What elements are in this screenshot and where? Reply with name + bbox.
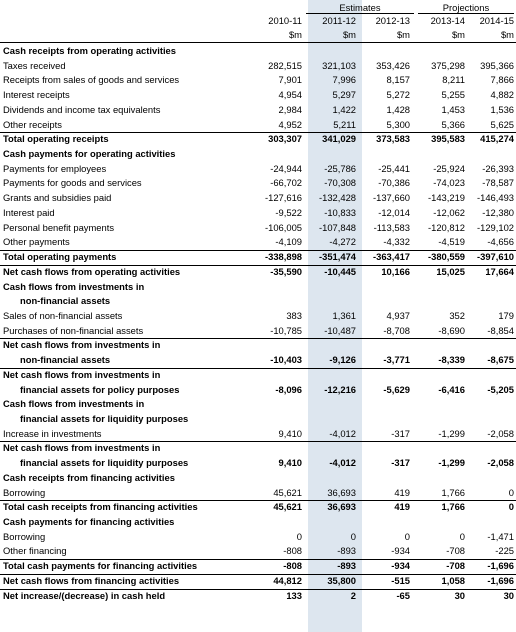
row-label: non-financial assets (20, 295, 111, 307)
value-cell: -137,660 (372, 192, 410, 204)
value-cell: -808 (283, 545, 302, 557)
value-cell: 45,621 (273, 501, 302, 513)
row-label: Cash payments for operating activities (3, 148, 176, 160)
value-cell: -808 (283, 560, 302, 572)
value-cell: 282,515 (268, 59, 302, 71)
value-cell: -4,519 (438, 236, 465, 248)
value-cell: 5,297 (332, 89, 356, 101)
row-label: Borrowing (3, 486, 46, 498)
value-cell: -70,386 (378, 177, 410, 189)
value-cell: 1,766 (441, 501, 465, 513)
value-cell: -26,393 (482, 162, 514, 174)
row-label: Personal benefit payments (3, 221, 115, 233)
value-cell: 1,361 (332, 309, 356, 321)
year-header: 2011-12 (322, 15, 356, 26)
value-cell: 1,536 (490, 103, 514, 115)
table-row (0, 176, 516, 191)
value-cell: -351,474 (318, 251, 356, 263)
value-cell: 36,693 (327, 486, 356, 498)
value-cell: 4,882 (490, 89, 514, 101)
value-cell: 373,583 (376, 133, 410, 145)
row-label: Interest paid (3, 206, 55, 218)
section-heading (0, 294, 516, 309)
year-header-row (0, 15, 516, 27)
table-row (0, 103, 516, 118)
value-cell: 179 (498, 309, 514, 321)
value-cell: 5,625 (490, 118, 514, 130)
row-label: Purchases of non-financial assets (3, 324, 144, 336)
table-row (0, 427, 516, 442)
row-label: Net cash flows from financing activities (3, 574, 180, 586)
total-row (0, 250, 516, 265)
value-cell: 9,410 (278, 457, 302, 469)
table-row (0, 530, 516, 545)
value-cell: -4,109 (275, 236, 302, 248)
value-cell: -225 (495, 545, 514, 557)
value-cell: -317 (391, 457, 410, 469)
table-row (0, 73, 516, 88)
value-cell: -8,690 (438, 324, 465, 336)
cash-flow-table (0, 44, 516, 603)
value-cell: 4,937 (386, 309, 410, 321)
table-row (0, 206, 516, 221)
row-label: Net cash flows from investments in (3, 339, 161, 351)
table-row (0, 162, 516, 177)
value-cell: -1,696 (487, 560, 514, 572)
value-cell: -10,445 (324, 265, 356, 277)
row-label: Interest receipts (3, 89, 70, 101)
row-label: Increase in investments (3, 427, 102, 439)
row-label: Other financing (3, 545, 67, 557)
value-cell: 1,058 (441, 574, 465, 586)
row-label: Other payments (3, 236, 70, 248)
value-cell: -4,332 (383, 236, 410, 248)
value-cell: 341,029 (322, 133, 356, 145)
value-cell: 0 (508, 486, 514, 498)
table-row (0, 235, 516, 250)
value-cell: 10,166 (381, 265, 410, 277)
value-cell: -129,102 (476, 221, 514, 233)
table-row (0, 486, 516, 501)
row-label: Total cash payments for financing activities (3, 560, 198, 572)
value-cell: -8,096 (275, 383, 302, 395)
value-cell: -317 (391, 427, 410, 439)
value-cell: -5,205 (487, 383, 514, 395)
row-label: Sales of non-financial assets (3, 309, 123, 321)
value-cell: -1,299 (438, 427, 465, 439)
value-cell: 1,422 (332, 103, 356, 115)
row-label: Payments for goods and services (3, 177, 142, 189)
value-cell: -708 (446, 560, 465, 572)
value-cell: 0 (404, 530, 410, 542)
row-label: Taxes received (3, 59, 66, 71)
value-cell: -107,848 (318, 221, 356, 233)
value-cell: -10,785 (270, 324, 302, 336)
value-cell: 7,996 (332, 74, 356, 86)
value-cell: 9,410 (278, 427, 302, 439)
value-cell: 395,366 (480, 59, 514, 71)
total-row (0, 456, 516, 471)
unit-label: $m (396, 29, 410, 40)
row-label: Cash payments for financing activities (3, 516, 175, 527)
value-cell: 353,426 (376, 59, 410, 71)
total-row (0, 559, 516, 574)
total-row (0, 500, 516, 515)
value-cell: -934 (391, 545, 410, 557)
row-label: Net cash flows from investments in (3, 442, 161, 454)
row-label: Receipts from sales of goods and services (3, 74, 180, 86)
row-label: Net cash flows from investments in (3, 368, 161, 380)
row-label: Total operating payments (3, 251, 117, 263)
value-cell: -12,380 (482, 206, 514, 218)
value-cell: 5,366 (441, 118, 465, 130)
unit-label: $m (500, 29, 514, 40)
section-heading (0, 412, 516, 427)
section-heading (0, 397, 516, 412)
value-cell: -132,428 (318, 192, 356, 204)
table-row (0, 309, 516, 324)
total-row (0, 589, 516, 604)
value-cell: -12,062 (433, 206, 465, 218)
value-cell: 5,300 (386, 118, 410, 130)
value-cell: -397,610 (476, 251, 514, 263)
value-cell: -70,308 (324, 177, 356, 189)
value-cell: -1,696 (487, 574, 514, 586)
value-cell: -24,944 (270, 162, 302, 174)
value-cell: 0 (296, 530, 302, 542)
value-cell: -2,058 (487, 427, 514, 439)
value-cell: 7,866 (490, 74, 514, 86)
row-label: Grants and subsidies paid (3, 192, 112, 204)
value-cell: 0 (459, 530, 465, 542)
value-cell: -78,587 (482, 177, 514, 189)
value-cell: 17,664 (485, 265, 514, 277)
table-row (0, 544, 516, 559)
unit-label: $m (451, 29, 465, 40)
table-row (0, 221, 516, 236)
total-row (0, 353, 516, 368)
value-cell: -65 (396, 589, 410, 601)
value-cell: -120,812 (427, 221, 465, 233)
row-label: Cash receipts from financing activities (3, 471, 175, 483)
row-label: Cash flows from investments in (3, 398, 145, 410)
value-cell: -363,417 (372, 251, 410, 263)
year-header: 2013-14 (430, 15, 465, 26)
total-row (0, 338, 516, 353)
value-cell: -5,629 (383, 383, 410, 395)
value-cell: -1,299 (438, 457, 465, 469)
row-label: Other receipts (3, 118, 62, 130)
year-header: 2010-11 (268, 15, 302, 26)
value-cell: -4,656 (487, 236, 514, 248)
row-label: financial assets for liquidity purposes (20, 412, 189, 424)
total-row (0, 574, 516, 589)
value-cell: -113,583 (373, 221, 410, 233)
value-cell: -10,487 (324, 324, 356, 336)
row-label: Dividends and income tax equivalents (3, 103, 161, 115)
unit-label: $m (288, 29, 302, 40)
value-cell: -708 (446, 545, 465, 557)
value-cell: -12,216 (324, 383, 356, 395)
value-cell: 5,255 (441, 89, 465, 101)
value-cell: 1,766 (441, 486, 465, 498)
row-label: Total cash receipts from financing activities (3, 501, 198, 513)
row-label: Cash receipts from operating activities (3, 45, 176, 56)
value-cell: -4,012 (329, 457, 356, 469)
value-cell: -893 (337, 560, 356, 572)
row-label: Net increase/(decrease) in cash held (3, 589, 166, 601)
value-cell: 1,453 (441, 103, 465, 115)
value-cell: -25,924 (433, 162, 465, 174)
value-cell: -2,058 (487, 457, 514, 469)
value-cell: -8,339 (438, 354, 465, 366)
row-label: Cash flows from investments in (3, 280, 145, 292)
value-cell: 8,157 (386, 74, 410, 86)
value-cell: -66,702 (270, 177, 302, 189)
value-cell: 133 (286, 589, 302, 601)
value-cell: 2,984 (278, 103, 302, 115)
value-cell: 4,954 (278, 89, 302, 101)
value-cell: 321,103 (322, 59, 356, 71)
unit-label: $m (342, 29, 356, 40)
value-cell: 415,274 (480, 133, 514, 145)
row-label: non-financial assets (20, 354, 111, 366)
year-header: 2012-13 (375, 15, 410, 26)
value-cell: -10,833 (324, 206, 356, 218)
value-cell: 45,621 (273, 486, 302, 498)
value-cell: 375,298 (431, 59, 465, 71)
section-heading (0, 44, 516, 59)
value-cell: -106,005 (264, 221, 302, 233)
value-cell: -3,771 (383, 354, 410, 366)
value-cell: -25,441 (378, 162, 410, 174)
total-row (0, 132, 516, 147)
value-cell: -1,471 (487, 530, 514, 542)
value-cell: -9,522 (275, 206, 302, 218)
value-cell: -8,854 (487, 324, 514, 336)
total-row (0, 265, 516, 280)
value-cell: -25,786 (324, 162, 356, 174)
row-label: Total operating receipts (3, 133, 109, 145)
value-cell: 352 (449, 309, 465, 321)
value-cell: -893 (337, 545, 356, 557)
section-heading (0, 280, 516, 295)
value-cell: -8,675 (487, 354, 514, 366)
value-cell: -6,416 (438, 383, 465, 395)
value-cell: 395,583 (431, 133, 465, 145)
value-cell: 0 (508, 501, 514, 513)
value-cell: -143,219 (427, 192, 465, 204)
table-row (0, 59, 516, 74)
value-cell: 1,428 (386, 103, 410, 115)
total-row (0, 368, 516, 383)
value-cell: 4,952 (278, 118, 302, 130)
value-cell: -74,023 (433, 177, 465, 189)
total-row (0, 441, 516, 456)
year-header: 2014-15 (479, 15, 514, 26)
section-heading (0, 515, 516, 530)
value-cell: 36,693 (327, 501, 356, 513)
value-cell: -8,708 (383, 324, 410, 336)
section-heading (0, 147, 516, 162)
unit-header-row (0, 29, 516, 41)
value-cell: 419 (394, 501, 410, 513)
value-cell: 2 (350, 589, 356, 601)
table-row (0, 118, 516, 133)
value-cell: 5,272 (386, 89, 410, 101)
value-cell: 8,211 (442, 74, 465, 86)
row-label: Payments for employees (3, 162, 107, 174)
row-label: Borrowing (3, 530, 46, 542)
value-cell: 15,025 (436, 265, 465, 277)
group-header-projections: Projections (418, 2, 514, 14)
value-cell: -4,012 (329, 427, 356, 439)
value-cell: 303,307 (268, 133, 302, 145)
value-cell: 30 (454, 589, 465, 601)
value-cell: -380,559 (427, 251, 465, 263)
row-label: Net cash flows from operating activities (3, 265, 181, 277)
row-label: financial assets for liquidity purposes (20, 457, 189, 469)
value-cell: -10,403 (270, 354, 302, 366)
section-heading (0, 471, 516, 486)
row-label: financial assets for policy purposes (20, 383, 180, 395)
table-row (0, 324, 516, 339)
value-cell: 44,812 (273, 574, 302, 586)
value-cell: -127,616 (264, 192, 302, 204)
value-cell: 5,211 (333, 118, 356, 130)
group-header-estimates: Estimates (306, 2, 414, 14)
value-cell: -12,014 (378, 206, 410, 218)
value-cell: 35,800 (327, 574, 356, 586)
value-cell: -146,493 (476, 192, 514, 204)
value-cell: 419 (394, 486, 410, 498)
value-cell: 7,901 (278, 74, 302, 86)
value-cell: -9,126 (329, 354, 356, 366)
value-cell: 30 (503, 589, 514, 601)
value-cell: -338,898 (264, 251, 302, 263)
total-row (0, 383, 516, 398)
value-cell: 0 (350, 530, 356, 542)
value-cell: -934 (391, 560, 410, 572)
table-row (0, 191, 516, 206)
header-rule (0, 42, 516, 43)
value-cell: 383 (286, 309, 302, 321)
value-cell: -4,272 (329, 236, 356, 248)
table-row (0, 88, 516, 103)
value-cell: -35,590 (270, 265, 302, 277)
value-cell: -515 (391, 574, 410, 586)
